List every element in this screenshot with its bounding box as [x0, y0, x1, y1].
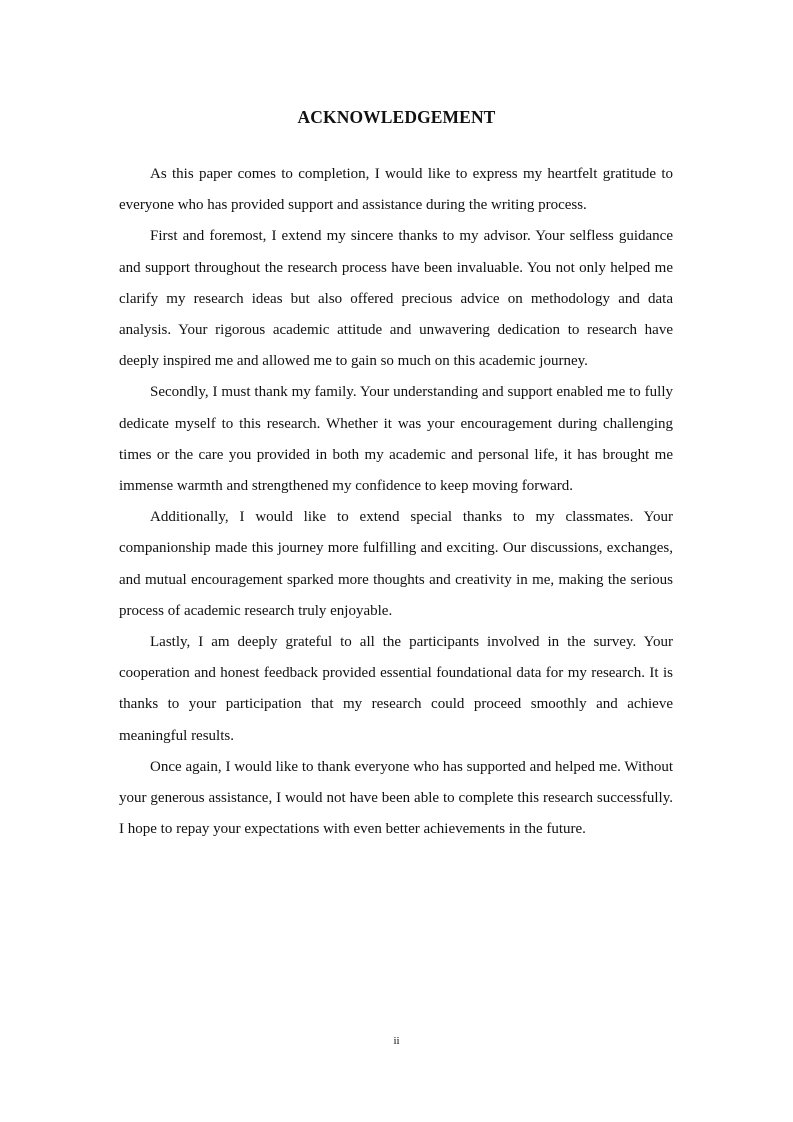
paragraph-family: Secondly, I must thank my family. Your understanding and support enabled me to fully dedicate myself to this research. Whether it was your encouragement during challenging times or the care you provided in both my academic and personal life, it has brought me immense warmth and strengthened my confidence to keep moving forward.	[119, 384, 673, 495]
page-title: ACKNOWLEDGEMENT	[297, 107, 496, 127]
acknowledgement-body	[119, 159, 673, 845]
paragraph-advisor: First and foremost, I extend my sincere thanks to my advisor. Your selfless guidance and support throughout the research process have been invaluable. You not only helped me clarify my research ideas but also offered precious advice on methodology and data analysis. Your rigorous academic attitude and unwavering dedication to research have deeply inspired me and allowed me to gain so much on this academic journey.	[119, 228, 673, 370]
paragraph-closing: Once again, I would like to thank everyone who has supported and helped me. Without your generous assistance, I would not have been able to complete this research successfully. I hope to repay your expectations with even better achievements in the future.	[119, 758, 673, 838]
page-number: ii	[393, 1035, 400, 1047]
paragraph-classmates: Additionally, I would like to extend special thanks to my classmates. Your companionship made this journey more fulfilling and exciting. Our discussions, exchanges, and mutual encouragement sparked more thoughts and creativity in me, making the serious process of academic research truly enjoyable.	[119, 509, 673, 619]
paragraph-participants: Lastly, I am deeply grateful to all the participants involved in the survey. Your cooperation and honest feedback provided essential foundational data for my research. It is thanks to your participation that my research could proceed smoothly and achieve meaningful results.	[119, 634, 673, 744]
paragraph-opening: As this paper comes to completion, I would like to express my heartfelt gratitude to everyone who has provided support and assistance during the writing process.	[119, 166, 673, 214]
